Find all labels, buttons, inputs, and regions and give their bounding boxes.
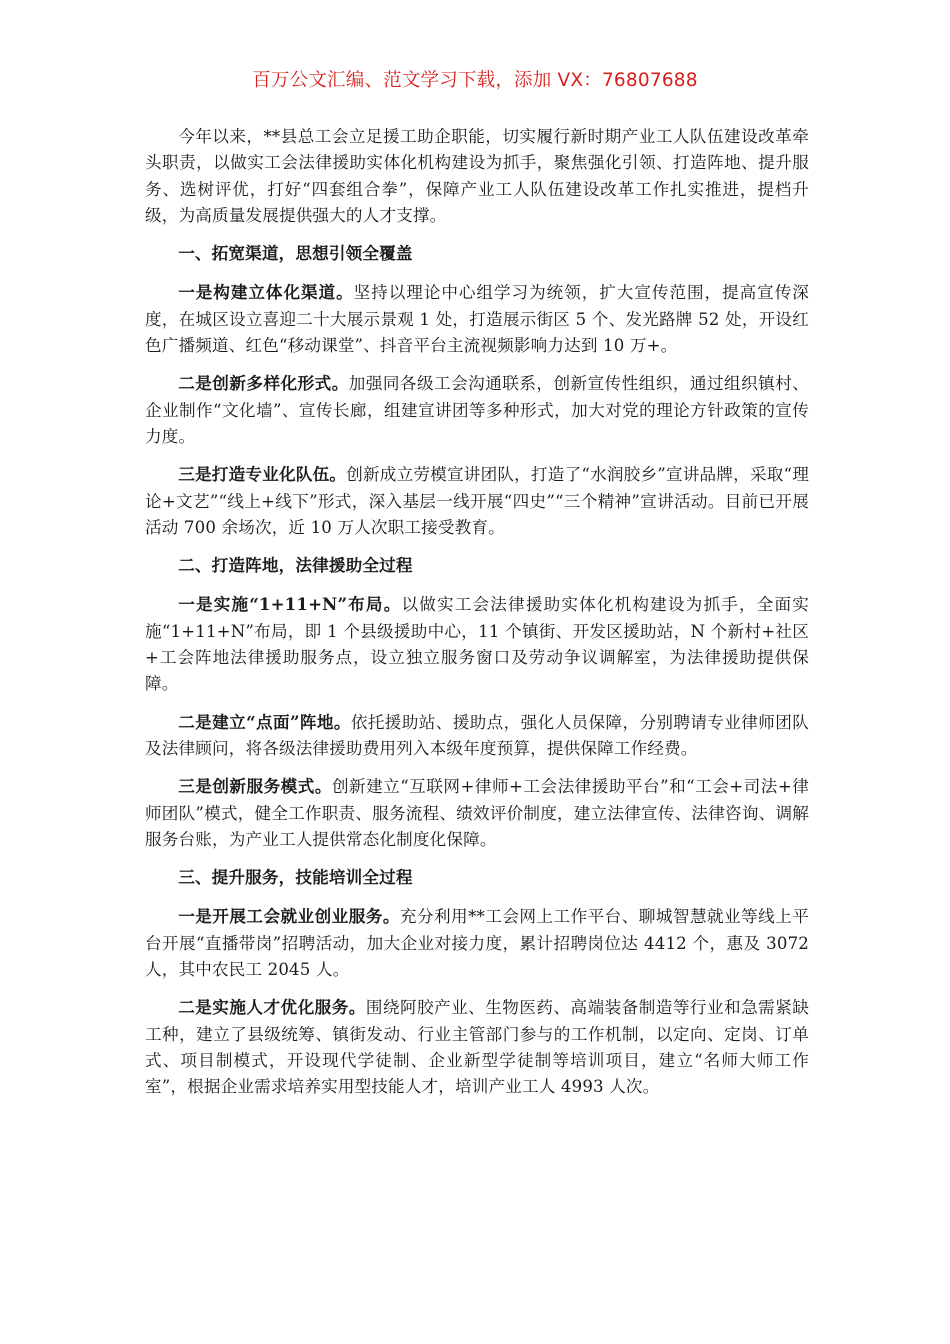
paragraph <box>145 773 809 853</box>
paragraph <box>145 461 809 541</box>
paragraph <box>145 370 809 450</box>
paragraph <box>145 591 809 697</box>
paragraph <box>145 994 809 1100</box>
paragraph-body: 充分利用**工会网上工作平台、聊城智慧就业等线上平台开展“直播带岗”招聘活动，加大企业对接力度，累计招聘岗位达 4412 个，惠及 3072 人，其中农民工 2045 人。 <box>145 907 810 980</box>
paragraph-lead: 三是打造专业化队伍。 <box>178 464 347 485</box>
paragraph-lead: 二是建立“点面”阵地。 <box>178 711 351 732</box>
paragraph-lead: 三是创新服务模式。 <box>178 776 332 797</box>
paragraph <box>145 709 809 763</box>
paragraph-lead: 一是实施“1+11+N”布局。 <box>178 594 402 615</box>
paragraph-body: 依托援助站、援助点，强化人员保障，分别聘请专业律师团队及法律顾问，将各级法律援助费用列入本级年度预算，提供保障工作经费。 <box>145 712 809 758</box>
document-body <box>145 124 809 1112</box>
paragraph-body: 加强同各级工会沟通联系，创新宣传性组织，通过组织镇村、企业制作“文化墙”、宣传长廊，组建宣讲团等多种形式，加大对党的理论方针政策的宣传力度。 <box>145 374 809 446</box>
section-heading-2: 二、打造阵地，法律援助全过程 <box>178 555 413 576</box>
section-heading-1: 一、拓宽渠道，思想引领全覆盖 <box>178 243 413 264</box>
paragraph-body: 以做实工会法律援助实体化机构建设为抓手，全面实施“1+11+N”布局，即 1 个县级援助中心，11 个镇街、开发区援助站，N 个新村+社区+工会阵地法律援助服务点，设立独立服务窗口及劳动争议调解室，为法律援助提供保障。 <box>145 595 810 694</box>
header-banner: 百万公文汇编、范文学习下载，添加 VX：76807688 <box>252 70 698 91</box>
paragraph-lead: 一是构建立体化渠道。 <box>178 282 354 303</box>
paragraph <box>145 903 809 983</box>
paragraph-lead: 一是开展工会就业创业服务。 <box>178 906 400 927</box>
section-heading-3: 三、提升服务，技能培训全过程 <box>178 867 413 888</box>
paragraph-body: 围绕阿胶产业、生物医药、高端装备制造等行业和急需紧缺工种，建立了县级统筹、镇街发动、行业主管部门参与的工作机制，以定向、定岗、订单式、项目制模式，开设现代学徒制、企业新型学徒制等培训项目，建立“名师大师工作室”，根据企业需求培养实用型技能人才，培训产业工人 4993 人次。 <box>145 998 809 1097</box>
paragraph <box>145 279 809 359</box>
intro-paragraph: 今年以来，**县总工会立足援工助企职能，切实履行新时期产业工人队伍建设改革牵头职责，以做实工会法律援助实体化机构建设为抓手，聚焦强化引领、打造阵地、提升服务、选树评优，打好“四套组合拳”，保障产业工人队伍建设改革工作扎实推进，提档升级，为高质量发展提供强大的人才支撑。 <box>145 127 809 225</box>
paragraph-lead: 二是创新多样化形式。 <box>178 373 349 394</box>
paragraph-body: 坚持以理论中心组学习为统领，扩大宣传范围，提高宣传深度，在城区设立喜迎二十大展示景观 1 处，打造展示街区 5 个、发光路牌 52 处，开设红色广播频道、红色“移动课堂”、抖音平台主流视频影响力达到 10 万+。 <box>145 283 809 356</box>
paragraph-lead: 二是实施人才优化服务。 <box>178 997 366 1018</box>
paragraph-body: 创新建立“互联网+律师+工会法律援助平台”和“工会+司法+律师团队”模式，健全工作职责、服务流程、绩效评价制度，建立法律宣传、法律咨询、调解服务台账，为产业工人提供常态化制度化保障。 <box>145 777 809 849</box>
paragraph-body: 创新成立劳模宣讲团队，打造了“水润胶乡”宣讲品牌，采取“理论+文艺”“线上+线下”形式，深入基层一线开展“四史”“三个精神”宣讲活动。目前已开展活动 700 余场次，近 10 万人次职工接受教育。 <box>145 465 809 537</box>
